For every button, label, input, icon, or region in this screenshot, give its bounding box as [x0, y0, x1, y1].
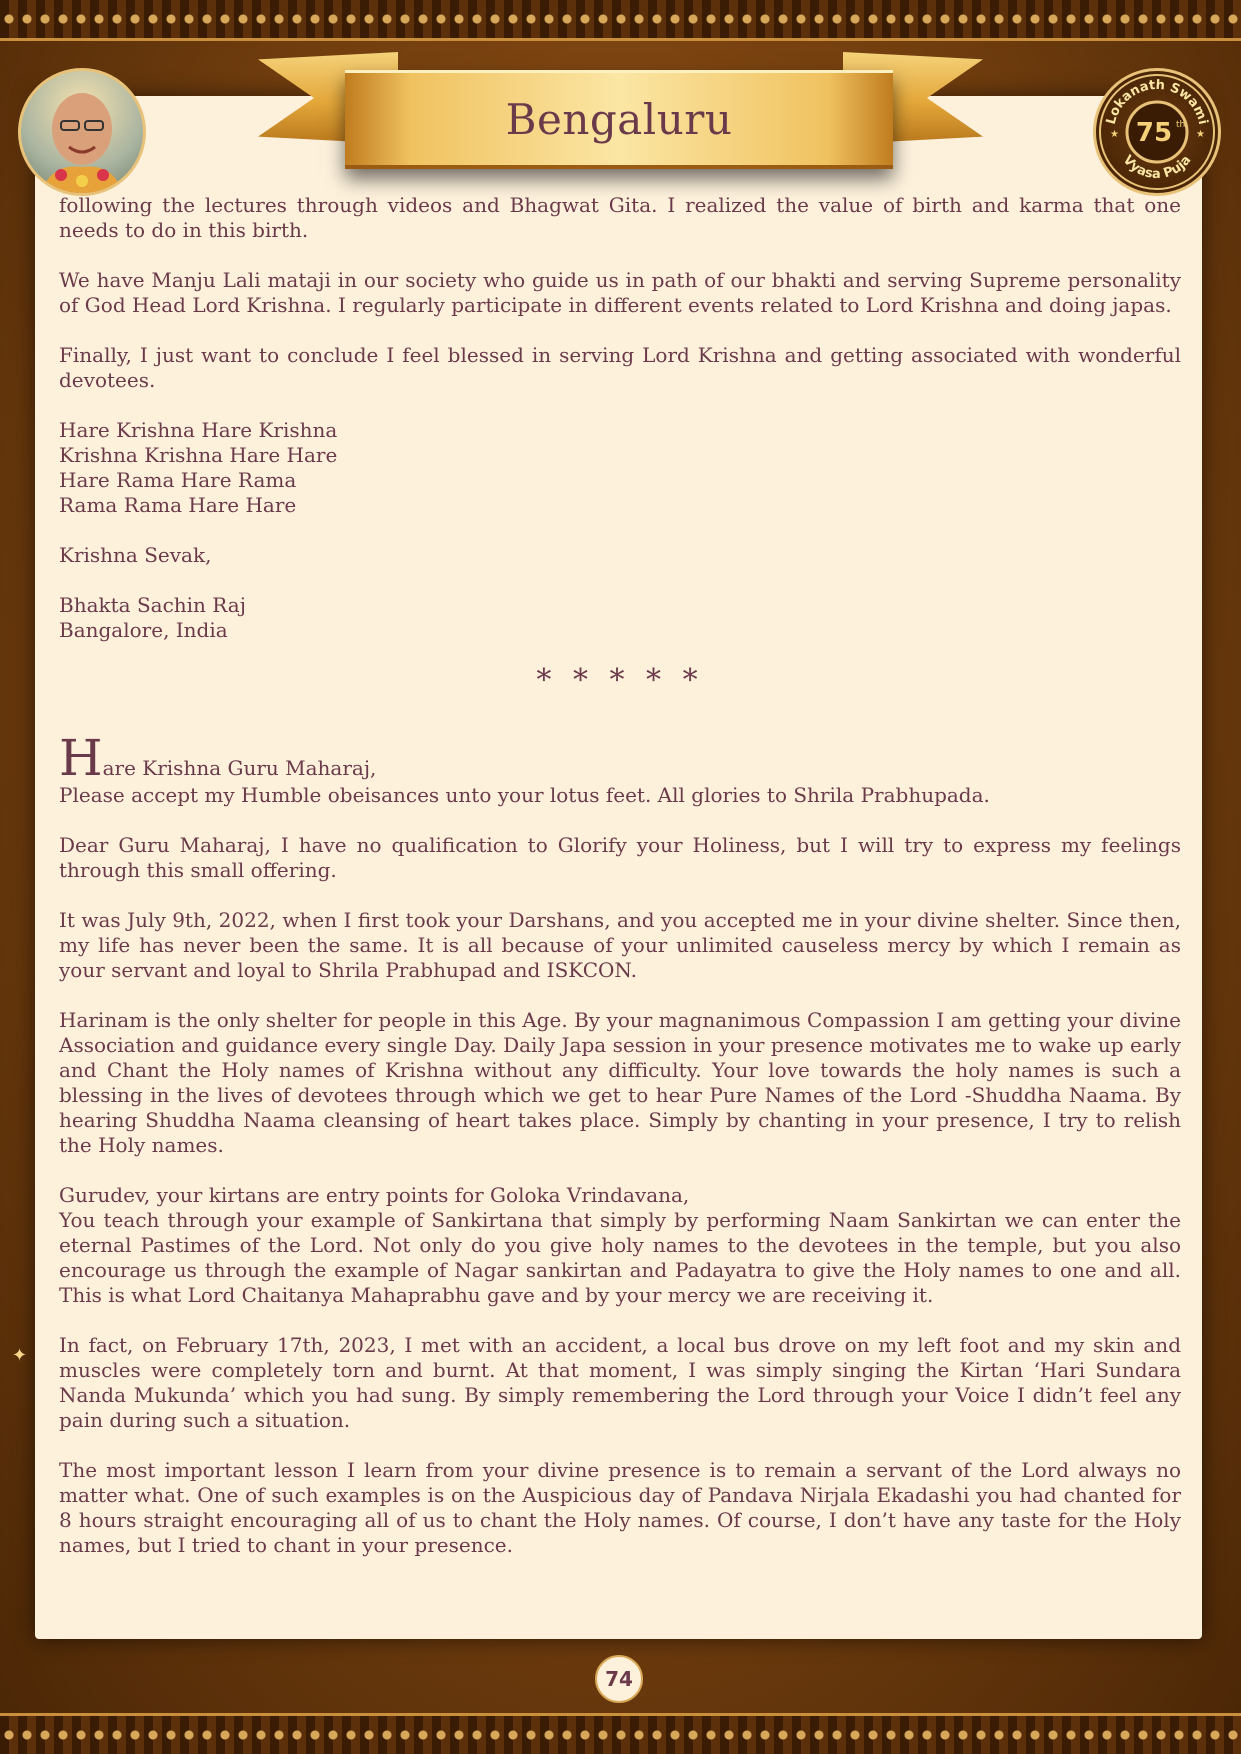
kirtan-heading: Gurudev, your kirtans are entry points for Goloka Vrindavana,: [59, 1183, 690, 1207]
emblem-bottom-text: Vyasa Puja: [1119, 152, 1195, 183]
drop-cap: H: [59, 729, 103, 787]
letter2-paragraph: In fact, on February 17th, 2023, I met with an accident, a local bus drove on my left foot and my skin and muscles were completely torn and burnt. At that moment, I was simply singing the Kirtan ‘Hari Sundara Nanda Mukunda’ which you had sung. By simply remembering the Lord through your Voice I didn’t feel any pain during such a situation.: [59, 1333, 1181, 1432]
mantra-line: Krishna Krishna Hare Hare: [59, 443, 338, 467]
letter1-paragraph: We have Manju Lali mataji in our society who guide us in path of our bhakti and serving Supreme personality of God Head Lord Krishna. I regularly participate in different events related to Lord Krishna and doing japas.: [59, 268, 1181, 317]
author-name: Bhakta Sachin Raj: [59, 593, 246, 617]
maha-mantra: [59, 418, 1181, 518]
letter2-paragraph: Harinam is the only shelter for people in this Age. By your magnanimous Compassion I am getting your divine Association and guidance every single Day. Daily Japa session in your presence motivates me to wake up early and Chant the Holy names of Krishna without any difficulty. Your love towards the holy names is such a blessing in the lives of devotees through which we get to hear Pure Names of the Lord -Shuddha Naama. By hearing Shuddha Naama cleansing of heart takes place. Simply by chanting in your presence, I try to relish the Holy names.: [59, 1008, 1181, 1157]
mantra-line: Hare Krishna Hare Krishna: [59, 418, 338, 442]
letter2-paragraph: The most important lesson I learn from your divine presence is to remain a servant of the Lord always no matter what. One of such examples is on the Auspicious day of Pandava Nirjala Ekadashi you had chanted for 8 hours straight encouraging all of us to chant the Holy names. Of course, I don’t have any taste for the Holy names, but I tried to chant in your presence.: [59, 1458, 1181, 1557]
letter2-paragraph: It was July 9th, 2022, when I first took your Darshans, and you accepted me in your divine shelter. Since then, my life has never been the same. It is all because of your unlimited causeless mercy by which I remain as your servant and loyal to Shrila Prabhupad and ISKCON.: [59, 908, 1181, 982]
letter1-paragraph: following the lectures through videos and Bhagwat Gita. I realized the value of birth and karma that one needs to do in this birth.: [59, 193, 1181, 242]
page-content: [59, 193, 1181, 1583]
emblem-star-right-icon: ★: [1196, 129, 1205, 140]
top-border-ornament: [0, 0, 1241, 41]
author-location: Bangalore, India: [59, 618, 228, 642]
letter1-closing: [59, 543, 1181, 568]
emblem-graphic: [1096, 71, 1218, 193]
emblem-top-text: Lokanath Swami: [1103, 77, 1211, 127]
letter1-paragraph: Finally, I just want to conclude I feel blessed in serving Lord Krishna and getting associated with wonderful devotees.: [59, 343, 1181, 392]
mantra-line: Hare Rama Hare Rama: [59, 468, 297, 492]
sparkle-icon: ✦: [12, 1345, 28, 1366]
guru-portrait-avatar: [18, 68, 146, 196]
kirtan-paragraph: You teach through your example of Sankirtana that simply by performing Naam Sankirtan we can enter the eternal Pastimes of the Lord. Not only do you give holy names to the devotees in the temple, but you also encourage us through the example of Nagar sankirtan and Padayatra to give the Holy names to one and all. This is what Lord Chaitanya Mahaprabhu gave and by your mercy we are receiving it.: [59, 1208, 1181, 1307]
emblem-suffix: th: [1176, 120, 1186, 130]
mantra-line: Rama Rama Hare Hare: [59, 493, 297, 517]
emblem-star-left-icon: ★: [1110, 129, 1119, 140]
closing-line: Krishna Sevak,: [59, 543, 212, 567]
emblem-number: 75: [1135, 118, 1173, 148]
page-number: 74: [595, 1655, 643, 1703]
section-separator: * * * * *: [536, 663, 704, 698]
portrait-illustration: [21, 71, 143, 193]
vyasa-puja-75th-emblem: [1093, 68, 1221, 196]
letter2-paragraph: Dear Guru Maharaj, I have no qualification to Glorify your Holiness, but I will try to express my feelings through this small offering.: [59, 833, 1181, 882]
page-title: Bengaluru: [505, 94, 733, 144]
letter2-paragraph: Please accept my Humble obeisances unto your lotus feet. All glories to Shrila Prabhupada.: [59, 783, 990, 807]
letter2-salutation: [59, 729, 1181, 787]
letter1-signature: [59, 593, 1181, 643]
salutation-text: are Krishna Guru Maharaj,: [102, 756, 377, 780]
title-banner: [345, 70, 893, 169]
bottom-border-ornament: [0, 1713, 1241, 1754]
